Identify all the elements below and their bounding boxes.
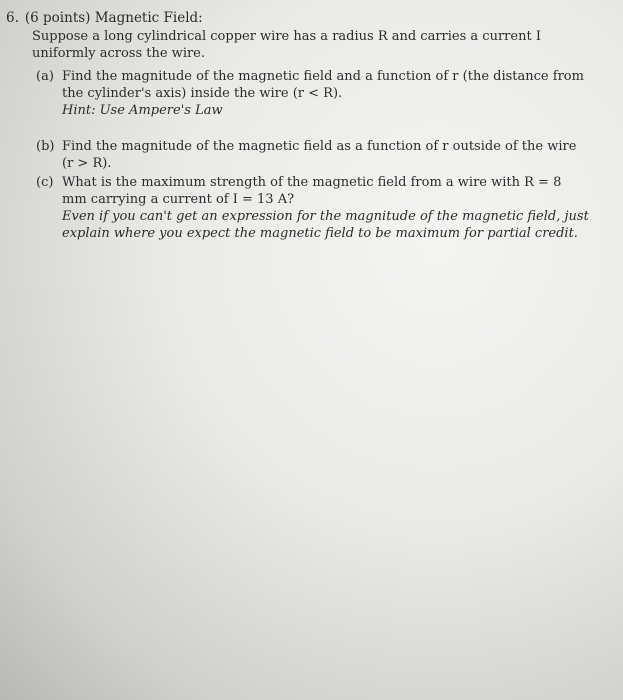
question-number: 6. — [6, 10, 19, 26]
part-c-text: What is the maximum strength of the magnetic field from a wire with R = 8 mm carrying a current of I = 13 A? — [62, 175, 562, 207]
part-b — [36, 138, 596, 172]
question-title: (6 points) Magnetic Field: — [24, 10, 203, 26]
part-c — [36, 174, 596, 242]
question-header — [6, 10, 203, 26]
part-a — [36, 68, 596, 119]
part-c-label: (c) — [36, 175, 54, 190]
part-c-note: Even if you can't get an expression for the magnitude of the magnetic field, just explain where you expect the magnetic field to be maximum for partial credit. — [62, 209, 589, 241]
question-intro: Suppose a long cylindrical copper wire has a radius R and carries a current I uniformly across the wire. — [32, 29, 541, 61]
part-a-label: (a) — [36, 69, 54, 84]
part-a-hint: Hint: Use Ampere's Law — [62, 103, 223, 118]
part-a-text: Find the magnitude of the magnetic field and a function of r (the distance from the cylinder's axis) inside the wire (r < R). — [62, 69, 584, 101]
part-b-label: (b) — [36, 139, 55, 154]
part-b-text: Find the magnitude of the magnetic field as a function of r outside of the wire (r > R). — [62, 139, 577, 171]
